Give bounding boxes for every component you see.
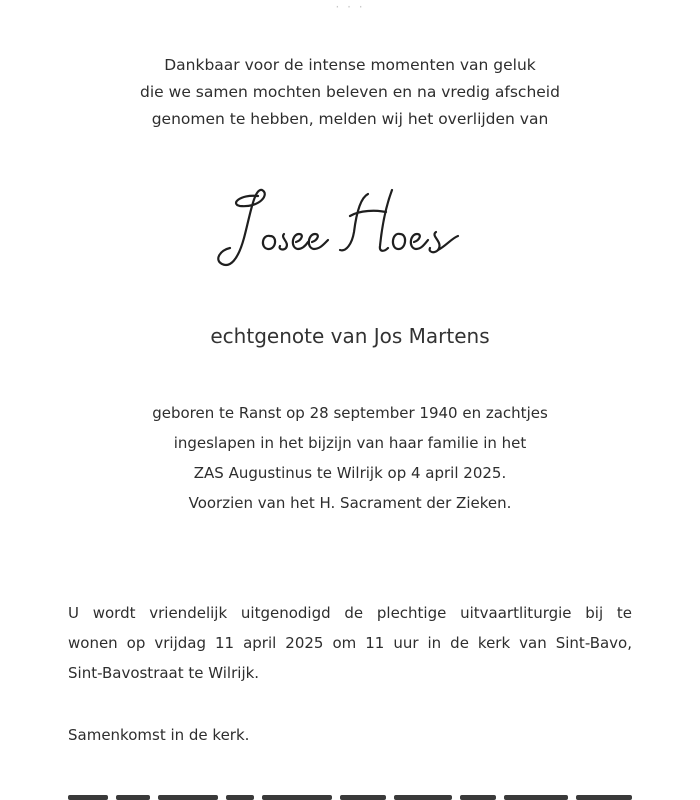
invitation-line: Sint-Bavostraat te Wilrijk.	[68, 664, 260, 682]
intro-text	[0, 52, 700, 133]
invitation-line: U wordt vriendelijk uitgenodigd de plechtige uitvaartliturgie bij te	[68, 604, 632, 622]
invitation-line: wonen op vrijdag 11 april 2025 om 11 uur in de kerk van Sint-Bavo,	[68, 634, 632, 652]
intro-line: die we samen mochten beleven en na vredig afscheid	[140, 83, 560, 101]
gathering-note: Samenkomst in de kerk.	[68, 726, 250, 744]
details-line: geboren te Ranst op 28 september 1940 en zachtjes	[152, 404, 548, 422]
details-line: ZAS Augustinus te Wilrijk op 4 april 2025.	[193, 464, 507, 482]
birth-death-details	[0, 398, 700, 518]
intro-line: Dankbaar voor de intense momenten van geluk	[164, 56, 536, 74]
deceased-name-signature	[200, 176, 500, 286]
details-line: ingeslapen in het bijzijn van haar familie in het	[173, 434, 527, 452]
details-line: Voorzien van het H. Sacrament der Zieken.	[188, 494, 512, 512]
cropped-text-line	[68, 787, 632, 800]
funeral-invitation	[68, 598, 632, 688]
spouse-line: echtgenote van Jos Martens	[210, 324, 490, 348]
intro-line: genomen te hebben, melden wij het overlijden van	[151, 110, 549, 128]
top-decoration: · · ·	[335, 0, 365, 14]
